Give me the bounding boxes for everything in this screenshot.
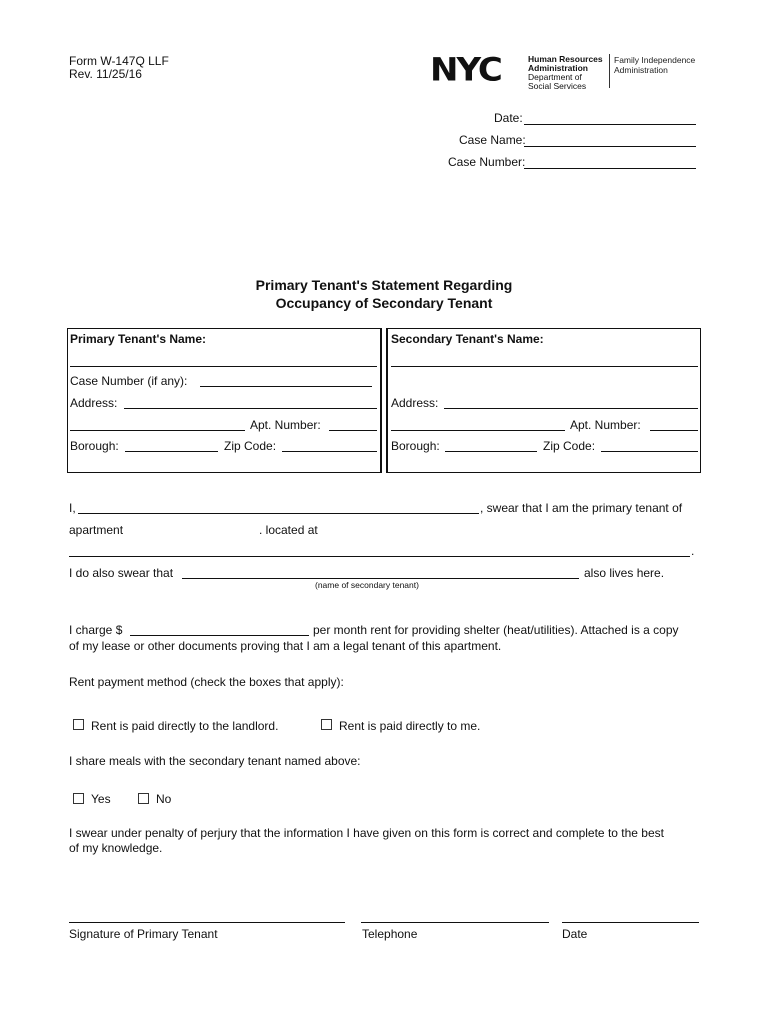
primary-apt-field[interactable]	[329, 430, 377, 431]
signature-label: Signature of Primary Tenant	[69, 927, 218, 941]
secondary-name-heading: Secondary Tenant's Name:	[391, 332, 544, 346]
located-at-label: . located at	[259, 523, 318, 537]
primary-address-label: Address:	[70, 396, 118, 410]
primary-tenant-box	[67, 328, 382, 473]
meals-no-checkbox[interactable]	[138, 793, 149, 804]
also-lives-label: also lives here.	[584, 566, 665, 580]
meals-yes-label: Yes	[91, 792, 111, 806]
primary-borough-field[interactable]	[125, 451, 218, 452]
case-name-field[interactable]	[524, 146, 696, 147]
case-number-label: Case Number:	[448, 155, 526, 169]
division-line1: Family Independence	[614, 55, 696, 65]
secondary-tenant-name-field[interactable]	[182, 578, 579, 579]
primary-tenant-name-field[interactable]	[78, 513, 479, 514]
nyc-hra-logo	[430, 50, 700, 94]
division-line2: Administration	[614, 65, 668, 75]
charge-suffix: per month rent for providing shelter (heat/utilities). Attached is a copy	[313, 623, 679, 637]
signature-field[interactable]	[69, 922, 345, 923]
primary-case-number-label: Case Number (if any):	[70, 374, 188, 388]
apartment-number-field[interactable]	[126, 523, 259, 537]
signature-date-field[interactable]	[562, 922, 699, 923]
address-period: .	[691, 544, 695, 558]
date-field[interactable]	[524, 124, 696, 125]
secondary-address-line2-field[interactable]	[391, 430, 565, 431]
case-number-field[interactable]	[524, 168, 696, 169]
form-title-line2: Occupancy of Secondary Tenant	[275, 295, 493, 311]
telephone-label: Telephone	[362, 927, 418, 941]
primary-name-field[interactable]	[70, 366, 377, 367]
agency-line1: Human Resources	[528, 54, 603, 64]
statement-i-label: I,	[69, 501, 76, 515]
rent-me-checkbox[interactable]	[321, 719, 332, 730]
dept-line2: Social Services	[528, 81, 587, 91]
rent-landlord-checkbox[interactable]	[73, 719, 84, 730]
date-label: Date:	[494, 111, 523, 125]
perjury-line1: I swear under penalty of perjury that the information I have given on this form is correct and complete to the best	[69, 826, 664, 840]
primary-case-number-field[interactable]	[200, 386, 372, 387]
rent-amount-field[interactable]	[130, 635, 309, 636]
charge-prefix: I charge $	[69, 623, 123, 637]
agency-line2: Administration	[528, 63, 588, 73]
secondary-zip-label: Zip Code:	[543, 439, 596, 453]
secondary-zip-field[interactable]	[601, 451, 698, 452]
form-id: Form W-147Q LLF	[69, 54, 169, 68]
secondary-address-label: Address:	[391, 396, 439, 410]
secondary-apt-field[interactable]	[650, 430, 698, 431]
secondary-tenant-caption: (name of secondary tenant)	[315, 580, 419, 590]
perjury-line2: of my knowledge.	[69, 841, 163, 855]
apartment-address-field[interactable]	[69, 556, 690, 557]
primary-zip-label: Zip Code:	[224, 439, 277, 453]
secondary-tenant-box	[386, 328, 701, 473]
rent-me-label: Rent is paid directly to me.	[339, 719, 481, 733]
logo-divider	[609, 54, 610, 88]
meals-yes-checkbox[interactable]	[73, 793, 84, 804]
telephone-field[interactable]	[361, 922, 549, 923]
signature-date-label: Date	[562, 927, 588, 941]
charge-line2: of my lease or other documents proving that I am a legal tenant of this apartment.	[69, 639, 502, 653]
rent-landlord-label: Rent is paid directly to the landlord.	[91, 719, 279, 733]
primary-name-heading: Primary Tenant's Name:	[70, 332, 207, 346]
meals-no-label: No	[156, 792, 172, 806]
meals-label: I share meals with the secondary tenant named above:	[69, 754, 361, 768]
form-title-line1: Primary Tenant's Statement Regarding	[255, 277, 513, 293]
secondary-address-field[interactable]	[444, 408, 698, 409]
secondary-borough-label: Borough:	[391, 439, 440, 453]
primary-borough-label: Borough:	[70, 439, 119, 453]
also-swear-label: I do also swear that	[69, 566, 174, 580]
primary-apt-label: Apt. Number:	[250, 418, 321, 432]
form-revision: Rev. 11/25/16	[69, 67, 142, 81]
secondary-apt-label: Apt. Number:	[570, 418, 641, 432]
secondary-borough-field[interactable]	[445, 451, 537, 452]
primary-zip-field[interactable]	[282, 451, 377, 452]
secondary-name-field[interactable]	[391, 366, 698, 367]
primary-address-field[interactable]	[124, 408, 377, 409]
primary-address-line2-field[interactable]	[70, 430, 245, 431]
case-name-label: Case Name:	[459, 133, 526, 147]
nyc-logo-text: NYC	[430, 51, 501, 89]
rent-method-label: Rent payment method (check the boxes that apply):	[69, 675, 344, 689]
apartment-label: apartment	[69, 523, 124, 537]
dept-line1: Department of	[528, 72, 582, 82]
swear-text: , swear that I am the primary tenant of	[480, 501, 683, 515]
